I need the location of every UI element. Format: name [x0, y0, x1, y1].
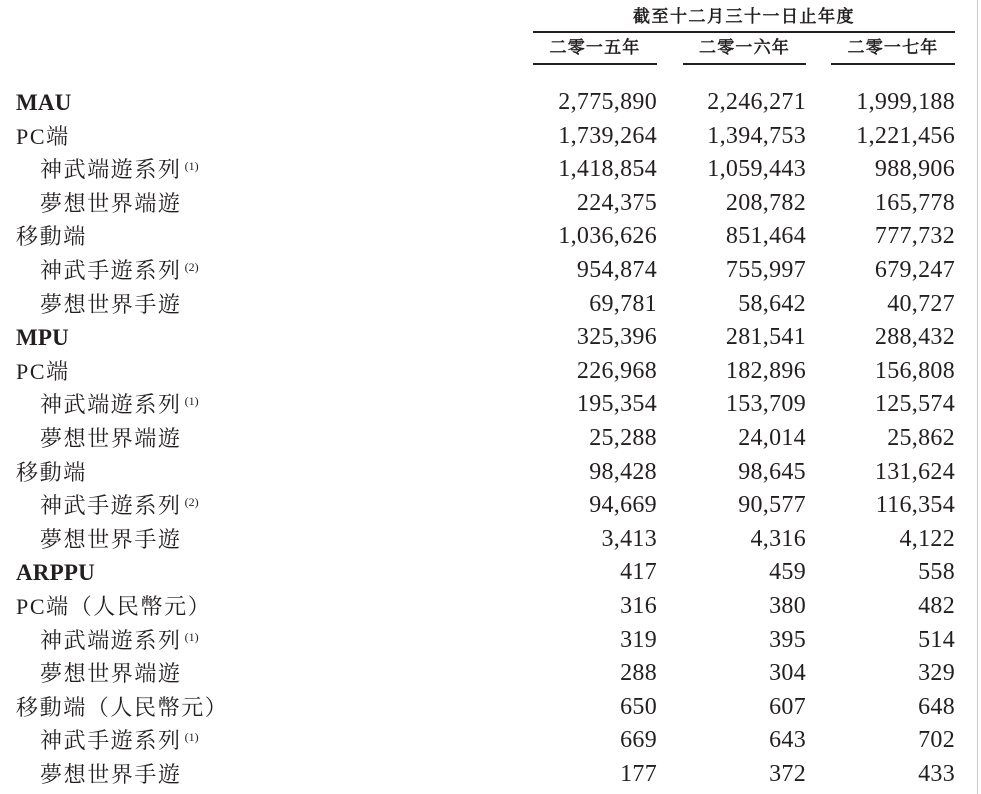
value-cell-col-1: 650 — [620, 693, 657, 720]
value-cell-col-3: 165,778 — [874, 189, 955, 216]
row-label — [40, 187, 182, 221]
value-cell-col-1: 325,396 — [576, 324, 657, 351]
value-cell-col-1: 2,775,890 — [558, 89, 657, 115]
value-cell-col-3: 679,247 — [874, 256, 955, 283]
value-cell-col-2: 395 — [769, 626, 806, 653]
footnote-marker: (1) — [184, 394, 199, 409]
value-cell-col-3: 329 — [918, 660, 955, 687]
value-cell-col-2: 182,896 — [725, 357, 806, 384]
row-label-text: PC端 — [16, 123, 70, 149]
value-cell-col-3: 777,732 — [874, 223, 955, 250]
footnote-marker: (1) — [184, 159, 199, 174]
row-label — [40, 758, 182, 792]
table-row — [0, 489, 981, 523]
table-row — [0, 523, 981, 557]
table-row — [0, 321, 981, 355]
value-cell-col-1: 1,036,626 — [558, 223, 657, 250]
value-cell-col-2: 1,394,753 — [707, 122, 806, 149]
row-label-text: MPU — [16, 325, 69, 351]
table-row — [0, 254, 981, 288]
value-cell-col-1: 954,874 — [576, 256, 657, 283]
column-header-3: 二零一七年 — [847, 38, 939, 58]
table-row — [0, 153, 981, 187]
value-cell-col-1: 669 — [620, 727, 657, 754]
footnote-marker: (1) — [184, 629, 199, 644]
table-row — [0, 187, 981, 221]
value-cell-col-2: 607 — [769, 693, 806, 720]
row-label-text: 神武手遊系列 — [40, 493, 182, 519]
value-cell-col-1: 1,418,854 — [558, 156, 657, 183]
row-label — [16, 355, 70, 389]
value-cell-col-2: 153,709 — [725, 391, 806, 418]
value-cell-col-2: 4,316 — [750, 525, 806, 552]
table-row — [0, 422, 981, 456]
value-cell-col-3: 558 — [918, 559, 955, 586]
value-cell-col-2: 24,014 — [738, 424, 806, 451]
row-label-text: 夢想世界端遊 — [40, 190, 182, 216]
row-label — [40, 153, 199, 191]
row-label-text: MAU — [16, 90, 72, 115]
table-row — [0, 220, 981, 254]
value-cell-col-3: 125,574 — [874, 391, 955, 418]
row-label — [40, 388, 199, 426]
value-cell-col-3: 648 — [918, 693, 955, 720]
value-cell-col-1: 98,428 — [589, 458, 657, 485]
value-cell-col-3: 988,906 — [874, 156, 955, 183]
row-label-text: PC端 — [16, 358, 70, 384]
row-label — [40, 422, 182, 456]
row-label — [40, 288, 182, 322]
value-cell-col-2: 98,645 — [738, 458, 806, 485]
column-header-rule-1 — [533, 63, 657, 65]
row-label-text: 夢想世界手遊 — [40, 291, 182, 317]
table-row — [0, 590, 981, 624]
column-header-rule-3 — [831, 63, 955, 65]
row-label — [40, 657, 182, 691]
footnote-marker: (1) — [184, 730, 199, 745]
row-label-text: 夢想世界端遊 — [40, 425, 182, 451]
table-row — [0, 657, 981, 691]
value-cell-col-1: 3,413 — [601, 525, 657, 552]
value-cell-col-3: 1,221,456 — [856, 122, 955, 149]
value-cell-col-1: 69,781 — [589, 290, 657, 317]
row-label-text: 夢想世界手遊 — [40, 526, 182, 552]
table-row — [0, 691, 981, 725]
value-cell-col-1: 177 — [620, 760, 657, 787]
table-row — [0, 120, 981, 154]
footnote-marker: (2) — [184, 495, 199, 510]
value-cell-col-3: 131,624 — [874, 458, 955, 485]
table-row — [0, 388, 981, 422]
value-cell-col-2: 208,782 — [725, 189, 806, 216]
column-header-2: 二零一六年 — [699, 38, 790, 58]
table-row — [0, 624, 981, 658]
value-cell-col-3: 40,727 — [887, 290, 955, 317]
value-cell-col-3: 702 — [918, 727, 955, 754]
row-label-text: 夢想世界端遊 — [40, 661, 182, 687]
table-row — [0, 724, 981, 758]
row-label-text: 神武手遊系列 — [40, 257, 182, 283]
table-row — [0, 758, 981, 792]
row-label-text: ARPPU — [16, 560, 95, 586]
row-label-text: 移動端（人民幣元） — [16, 694, 229, 720]
row-label — [40, 624, 199, 662]
period-title: 截至十二月三十一日止年度 — [633, 7, 855, 27]
value-cell-col-2: 851,464 — [725, 223, 806, 250]
value-cell-col-3: 156,808 — [874, 357, 955, 384]
row-label — [40, 724, 199, 762]
value-cell-col-2: 459 — [769, 559, 806, 586]
period-title-rule — [533, 31, 955, 33]
row-label — [40, 523, 182, 557]
row-label-text: 移動端 — [16, 224, 87, 250]
value-cell-col-1: 195,354 — [576, 391, 657, 418]
page-border — [977, 0, 978, 794]
value-cell-col-2: 380 — [769, 592, 806, 619]
table-row — [0, 86, 981, 120]
row-label — [40, 254, 199, 292]
value-cell-col-2: 90,577 — [738, 492, 806, 519]
value-cell-col-1: 226,968 — [576, 357, 657, 384]
value-cell-col-2: 281,541 — [725, 324, 806, 351]
row-label — [16, 556, 95, 590]
row-label — [16, 220, 87, 254]
value-cell-col-1: 316 — [620, 592, 657, 619]
table-row — [0, 556, 981, 590]
value-cell-col-1: 288 — [620, 660, 657, 687]
row-label — [16, 456, 87, 490]
value-cell-col-1: 417 — [620, 559, 657, 586]
value-cell-col-3: 4,122 — [899, 525, 955, 552]
table-row — [0, 456, 981, 490]
table-row — [0, 288, 981, 322]
value-cell-col-2: 2,246,271 — [707, 89, 806, 115]
value-cell-col-2: 58,642 — [738, 290, 806, 317]
row-label-text: 神武端遊系列 — [40, 627, 182, 653]
value-cell-col-2: 372 — [769, 760, 806, 787]
row-label — [16, 120, 70, 154]
value-cell-col-2: 304 — [769, 660, 806, 687]
value-cell-col-2: 643 — [769, 727, 806, 754]
row-label-text: 神武端遊系列 — [40, 392, 182, 418]
value-cell-col-1: 94,669 — [589, 492, 657, 519]
row-label — [16, 86, 72, 120]
value-cell-col-3: 514 — [918, 626, 955, 653]
data-table-body — [0, 86, 981, 791]
row-label-text: 夢想世界手遊 — [40, 761, 182, 787]
column-header-1: 二零一五年 — [549, 38, 641, 58]
row-label — [16, 691, 228, 725]
value-cell-col-1: 319 — [620, 626, 657, 653]
row-label — [16, 590, 211, 624]
value-cell-col-2: 1,059,443 — [707, 156, 806, 183]
value-cell-col-1: 25,288 — [589, 424, 657, 451]
value-cell-col-3: 288,432 — [874, 324, 955, 351]
value-cell-col-3: 1,999,188 — [856, 89, 955, 115]
row-label-text: 移動端 — [16, 459, 87, 485]
row-label-text: 神武手遊系列 — [40, 728, 182, 754]
footnote-marker: (2) — [184, 259, 199, 274]
row-label — [16, 321, 69, 355]
value-cell-col-3: 116,354 — [875, 492, 955, 519]
value-cell-col-3: 25,862 — [887, 424, 955, 451]
value-cell-col-3: 482 — [918, 592, 955, 619]
row-label — [40, 489, 199, 527]
column-header-rule-2 — [683, 63, 806, 65]
row-label-text: PC端（人民幣元） — [16, 593, 212, 619]
value-cell-col-1: 224,375 — [576, 189, 657, 216]
value-cell-col-2: 755,997 — [725, 256, 806, 283]
value-cell-col-3: 433 — [918, 760, 955, 787]
table-row — [0, 355, 981, 389]
row-label-text: 神武端遊系列 — [40, 157, 182, 183]
value-cell-col-1: 1,739,264 — [558, 122, 657, 149]
